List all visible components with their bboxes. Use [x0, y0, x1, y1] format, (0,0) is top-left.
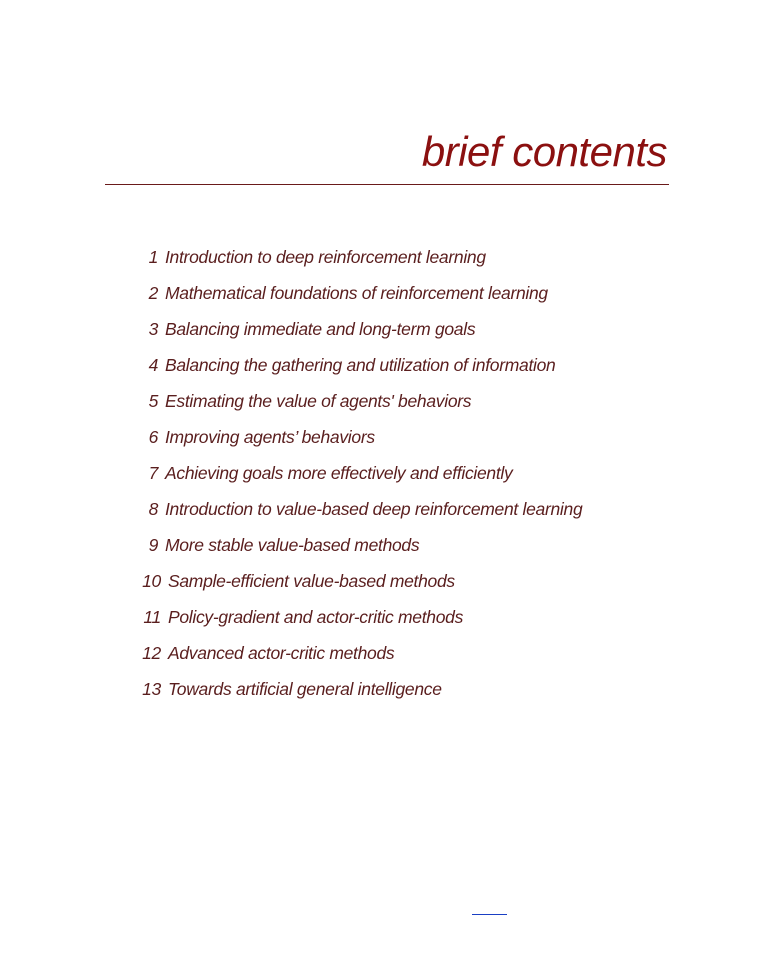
toc-item-number: 12: [142, 643, 161, 663]
toc-item-number: 2: [148, 283, 158, 303]
toc-item-title: Advanced actor-critic methods: [168, 643, 395, 663]
toc-item-3[interactable]: [0, 319, 775, 355]
toc-item-2[interactable]: [0, 283, 775, 319]
toc-item-1[interactable]: [0, 247, 775, 283]
toc-item-7[interactable]: [0, 463, 775, 499]
toc-item-number: 1: [148, 247, 158, 267]
toc-item-6[interactable]: [0, 427, 775, 463]
toc-item-number: 5: [148, 391, 158, 411]
toc-item-5[interactable]: [0, 391, 775, 427]
toc-item-number: 11: [143, 607, 161, 627]
toc-item-title: Introduction to value-based deep reinforcement learning: [165, 499, 583, 519]
toc-item-number: 6: [148, 427, 158, 447]
toc-item-number: 10: [142, 571, 161, 591]
page-link[interactable]: [472, 914, 507, 915]
toc-item-9[interactable]: [0, 535, 775, 571]
toc-item-10[interactable]: [0, 571, 775, 607]
toc-item-number: 13: [142, 679, 161, 699]
toc-item-11[interactable]: [0, 607, 775, 643]
title-divider: [105, 184, 669, 185]
toc-item-title: Mathematical foundations of reinforcement learning: [165, 283, 548, 303]
toc-item-number: 9: [148, 535, 158, 555]
toc-item-number: 8: [148, 499, 158, 519]
toc-item-12[interactable]: [0, 643, 775, 679]
toc-item-8[interactable]: [0, 499, 775, 535]
toc-item-title: More stable value-based methods: [165, 535, 420, 555]
toc-item-title: Policy-gradient and actor-critic methods: [168, 607, 464, 627]
toc-item-title: Estimating the value of agents' behaviors: [165, 391, 472, 411]
toc-item-number: 7: [148, 463, 158, 483]
toc-item-number: 4: [148, 355, 158, 375]
toc-item-title: Improving agents’ behaviors: [165, 427, 375, 447]
toc-item-number: 3: [148, 319, 158, 339]
toc-item-title: Introduction to deep reinforcement learning: [165, 247, 486, 267]
toc-item-title: Balancing immediate and long-term goals: [165, 319, 476, 339]
toc-item-title: Achieving goals more effectively and efficiently: [165, 463, 513, 483]
table-of-contents: [0, 247, 775, 715]
toc-item-4[interactable]: [0, 355, 775, 391]
toc-item-title: Sample-efficient value-based methods: [168, 571, 455, 591]
page-title: brief contents: [421, 128, 667, 175]
toc-item-13[interactable]: [0, 679, 775, 715]
toc-item-title: Towards artificial general intelligence: [168, 679, 442, 699]
toc-item-title: Balancing the gathering and utilization of information: [165, 355, 556, 375]
